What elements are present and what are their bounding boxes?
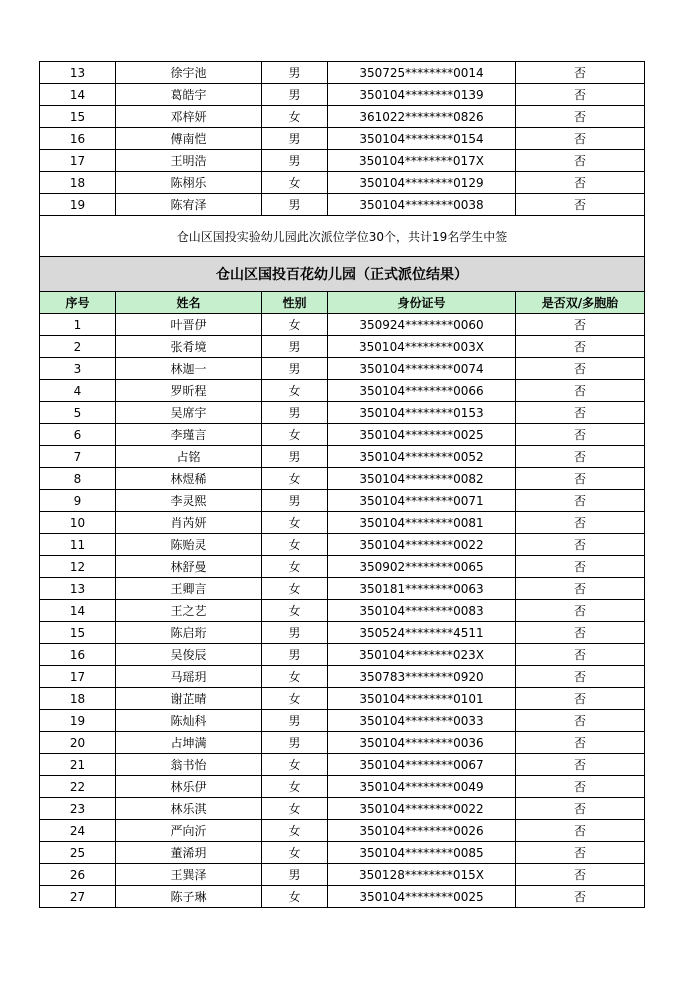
cell-twins: 否 <box>516 842 645 864</box>
cell-id-number: 350902********0065 <box>328 556 516 578</box>
cell-gender: 男 <box>262 446 328 468</box>
cell-gender: 女 <box>262 512 328 534</box>
cell-twins: 否 <box>516 886 645 908</box>
cell-index: 13 <box>40 62 116 84</box>
table-row <box>40 864 645 886</box>
cell-id-number: 350725********0014 <box>328 62 516 84</box>
table-row <box>40 380 645 402</box>
cell-id-number: 350104********0082 <box>328 468 516 490</box>
cell-twins: 否 <box>516 622 645 644</box>
cell-index: 19 <box>40 194 116 216</box>
cell-id-number: 350104********0022 <box>328 798 516 820</box>
cell-index: 10 <box>40 512 116 534</box>
cell-id-number: 350104********0154 <box>328 128 516 150</box>
cell-gender: 女 <box>262 688 328 710</box>
cell-twins: 否 <box>516 534 645 556</box>
cell-id-number: 350104********017X <box>328 150 516 172</box>
cell-name: 林乐伊 <box>116 776 262 798</box>
cell-gender: 男 <box>262 358 328 380</box>
cell-twins: 否 <box>516 62 645 84</box>
cell-id-number: 350104********0067 <box>328 754 516 776</box>
cell-twins: 否 <box>516 172 645 194</box>
cell-twins: 否 <box>516 402 645 424</box>
table-row <box>40 402 645 424</box>
header-gender: 性别 <box>262 292 328 314</box>
table-row <box>40 666 645 688</box>
cell-id-number: 350104********0071 <box>328 490 516 512</box>
cell-index: 14 <box>40 600 116 622</box>
cell-name: 陈贻灵 <box>116 534 262 556</box>
cell-twins: 否 <box>516 820 645 842</box>
cell-name: 肖芮妍 <box>116 512 262 534</box>
section-title: 仓山区国投百花幼儿园（正式派位结果） <box>40 257 645 292</box>
cell-id-number: 350104********0036 <box>328 732 516 754</box>
cell-twins: 否 <box>516 358 645 380</box>
cell-name: 林迦一 <box>116 358 262 380</box>
cell-index: 20 <box>40 732 116 754</box>
cell-name: 徐宇池 <box>116 62 262 84</box>
table-row <box>40 886 645 908</box>
cell-index: 4 <box>40 380 116 402</box>
cell-index: 13 <box>40 578 116 600</box>
table-row <box>40 622 645 644</box>
summary-note: 仓山区国投实验幼儿园此次派位学位30个，共计19名学生中签 <box>40 216 645 257</box>
cell-name: 陈栩乐 <box>116 172 262 194</box>
cell-twins: 否 <box>516 556 645 578</box>
table-row <box>40 732 645 754</box>
table-row <box>40 842 645 864</box>
cell-name: 谢芷晴 <box>116 688 262 710</box>
cell-twins: 否 <box>516 644 645 666</box>
table-row <box>40 84 645 106</box>
cell-name: 严向沂 <box>116 820 262 842</box>
cell-name: 林舒曼 <box>116 556 262 578</box>
cell-twins: 否 <box>516 128 645 150</box>
cell-gender: 男 <box>262 62 328 84</box>
cell-name: 陈子琳 <box>116 886 262 908</box>
cell-index: 23 <box>40 798 116 820</box>
cell-name: 罗昕程 <box>116 380 262 402</box>
cell-gender: 男 <box>262 490 328 512</box>
cell-gender: 女 <box>262 600 328 622</box>
table-row <box>40 688 645 710</box>
table-row <box>40 172 645 194</box>
cell-id-number: 350104********0153 <box>328 402 516 424</box>
cell-index: 6 <box>40 424 116 446</box>
cell-name: 陈宥泽 <box>116 194 262 216</box>
cell-index: 16 <box>40 128 116 150</box>
cell-id-number: 350104********0033 <box>328 710 516 732</box>
cell-twins: 否 <box>516 688 645 710</box>
cell-name: 张肴境 <box>116 336 262 358</box>
cell-twins: 否 <box>516 380 645 402</box>
cell-index: 9 <box>40 490 116 512</box>
table-row <box>40 512 645 534</box>
summary-note-row <box>40 216 645 257</box>
table-row <box>40 150 645 172</box>
cell-gender: 女 <box>262 106 328 128</box>
cell-twins: 否 <box>516 314 645 336</box>
cell-twins: 否 <box>516 578 645 600</box>
table-row <box>40 820 645 842</box>
cell-twins: 否 <box>516 754 645 776</box>
table-row <box>40 106 645 128</box>
cell-twins: 否 <box>516 336 645 358</box>
cell-twins: 否 <box>516 490 645 512</box>
header-name: 姓名 <box>116 292 262 314</box>
cell-gender: 女 <box>262 820 328 842</box>
cell-id-number: 350104********0085 <box>328 842 516 864</box>
cell-index: 14 <box>40 84 116 106</box>
cell-gender: 女 <box>262 578 328 600</box>
cell-index: 18 <box>40 172 116 194</box>
cell-name: 邓梓妍 <box>116 106 262 128</box>
cell-gender: 女 <box>262 666 328 688</box>
cell-name: 马瑶玥 <box>116 666 262 688</box>
results-table <box>39 61 645 908</box>
cell-gender: 女 <box>262 172 328 194</box>
cell-id-number: 350104********0083 <box>328 600 516 622</box>
cell-index: 22 <box>40 776 116 798</box>
cell-id-number: 350128********015X <box>328 864 516 886</box>
cell-twins: 否 <box>516 600 645 622</box>
cell-gender: 女 <box>262 556 328 578</box>
table-row <box>40 424 645 446</box>
cell-id-number: 350924********0060 <box>328 314 516 336</box>
cell-name: 王之艺 <box>116 600 262 622</box>
cell-index: 5 <box>40 402 116 424</box>
table-row <box>40 194 645 216</box>
cell-index: 7 <box>40 446 116 468</box>
cell-index: 17 <box>40 150 116 172</box>
cell-index: 26 <box>40 864 116 886</box>
cell-twins: 否 <box>516 798 645 820</box>
cell-name: 占坤满 <box>116 732 262 754</box>
table-row <box>40 600 645 622</box>
table-row <box>40 644 645 666</box>
cell-index: 24 <box>40 820 116 842</box>
table-row <box>40 490 645 512</box>
table-row <box>40 534 645 556</box>
header-index: 序号 <box>40 292 116 314</box>
cell-id-number: 350104********0129 <box>328 172 516 194</box>
cell-twins: 否 <box>516 468 645 490</box>
table-row <box>40 776 645 798</box>
cell-name: 翁书怡 <box>116 754 262 776</box>
cell-id-number: 350181********0063 <box>328 578 516 600</box>
cell-id-number: 350104********0022 <box>328 534 516 556</box>
cell-gender: 男 <box>262 128 328 150</box>
cell-gender: 男 <box>262 402 328 424</box>
cell-name: 王巽泽 <box>116 864 262 886</box>
cell-id-number: 350104********0025 <box>328 424 516 446</box>
table-row <box>40 578 645 600</box>
cell-name: 李灵熙 <box>116 490 262 512</box>
cell-index: 27 <box>40 886 116 908</box>
table-row <box>40 798 645 820</box>
cell-index: 15 <box>40 622 116 644</box>
cell-id-number: 361022********0826 <box>328 106 516 128</box>
cell-twins: 否 <box>516 776 645 798</box>
table-row <box>40 336 645 358</box>
table-row <box>40 314 645 336</box>
cell-name: 林煜稀 <box>116 468 262 490</box>
cell-name: 葛皓宇 <box>116 84 262 106</box>
cell-index: 15 <box>40 106 116 128</box>
cell-name: 吴席宇 <box>116 402 262 424</box>
cell-id-number: 350104********003X <box>328 336 516 358</box>
previous-section-rows <box>40 62 645 216</box>
cell-gender: 男 <box>262 710 328 732</box>
cell-twins: 否 <box>516 106 645 128</box>
cell-id-number: 350783********0920 <box>328 666 516 688</box>
cell-gender: 女 <box>262 534 328 556</box>
cell-id-number: 350104********0052 <box>328 446 516 468</box>
cell-name: 董浠玥 <box>116 842 262 864</box>
result-rows <box>40 314 645 908</box>
cell-twins: 否 <box>516 446 645 468</box>
table-row <box>40 128 645 150</box>
cell-twins: 否 <box>516 512 645 534</box>
cell-index: 1 <box>40 314 116 336</box>
cell-gender: 男 <box>262 150 328 172</box>
cell-id-number: 350104********023X <box>328 644 516 666</box>
cell-gender: 男 <box>262 644 328 666</box>
header-id-number: 身份证号 <box>328 292 516 314</box>
cell-gender: 女 <box>262 776 328 798</box>
cell-name: 陈启珩 <box>116 622 262 644</box>
table-row <box>40 468 645 490</box>
cell-id-number: 350104********0038 <box>328 194 516 216</box>
cell-twins: 否 <box>516 150 645 172</box>
cell-twins: 否 <box>516 732 645 754</box>
header-twins: 是否双/多胞胎 <box>516 292 645 314</box>
cell-name: 李瑾言 <box>116 424 262 446</box>
table-row <box>40 754 645 776</box>
cell-id-number: 350104********0139 <box>328 84 516 106</box>
cell-twins: 否 <box>516 666 645 688</box>
cell-index: 12 <box>40 556 116 578</box>
cell-id-number: 350104********0025 <box>328 886 516 908</box>
cell-id-number: 350104********0049 <box>328 776 516 798</box>
cell-name: 傅南恺 <box>116 128 262 150</box>
cell-twins: 否 <box>516 194 645 216</box>
cell-index: 16 <box>40 644 116 666</box>
cell-index: 3 <box>40 358 116 380</box>
cell-gender: 男 <box>262 864 328 886</box>
table-row <box>40 358 645 380</box>
cell-name: 陈灿科 <box>116 710 262 732</box>
cell-gender: 男 <box>262 732 328 754</box>
cell-index: 25 <box>40 842 116 864</box>
cell-gender: 女 <box>262 314 328 336</box>
cell-index: 19 <box>40 710 116 732</box>
cell-name: 叶晋伊 <box>116 314 262 336</box>
cell-name: 占铭 <box>116 446 262 468</box>
cell-gender: 女 <box>262 886 328 908</box>
table-row <box>40 556 645 578</box>
cell-index: 17 <box>40 666 116 688</box>
cell-index: 21 <box>40 754 116 776</box>
section-title-row <box>40 257 645 292</box>
cell-gender: 男 <box>262 622 328 644</box>
cell-id-number: 350104********0066 <box>328 380 516 402</box>
cell-gender: 女 <box>262 754 328 776</box>
cell-twins: 否 <box>516 84 645 106</box>
cell-gender: 女 <box>262 424 328 446</box>
cell-gender: 女 <box>262 798 328 820</box>
cell-id-number: 350104********0074 <box>328 358 516 380</box>
cell-name: 林乐淇 <box>116 798 262 820</box>
cell-name: 王明浩 <box>116 150 262 172</box>
cell-name: 王卿言 <box>116 578 262 600</box>
cell-twins: 否 <box>516 424 645 446</box>
cell-twins: 否 <box>516 864 645 886</box>
table-row <box>40 446 645 468</box>
cell-gender: 女 <box>262 380 328 402</box>
cell-index: 8 <box>40 468 116 490</box>
cell-gender: 女 <box>262 468 328 490</box>
cell-gender: 女 <box>262 842 328 864</box>
cell-index: 2 <box>40 336 116 358</box>
cell-id-number: 350104********0081 <box>328 512 516 534</box>
cell-id-number: 350524********4511 <box>328 622 516 644</box>
cell-gender: 男 <box>262 336 328 358</box>
cell-id-number: 350104********0101 <box>328 688 516 710</box>
header-row <box>40 292 645 314</box>
cell-id-number: 350104********0026 <box>328 820 516 842</box>
table-row <box>40 710 645 732</box>
cell-gender: 男 <box>262 84 328 106</box>
cell-index: 18 <box>40 688 116 710</box>
cell-name: 吴俊辰 <box>116 644 262 666</box>
cell-twins: 否 <box>516 710 645 732</box>
table-row <box>40 62 645 84</box>
cell-gender: 男 <box>262 194 328 216</box>
cell-index: 11 <box>40 534 116 556</box>
